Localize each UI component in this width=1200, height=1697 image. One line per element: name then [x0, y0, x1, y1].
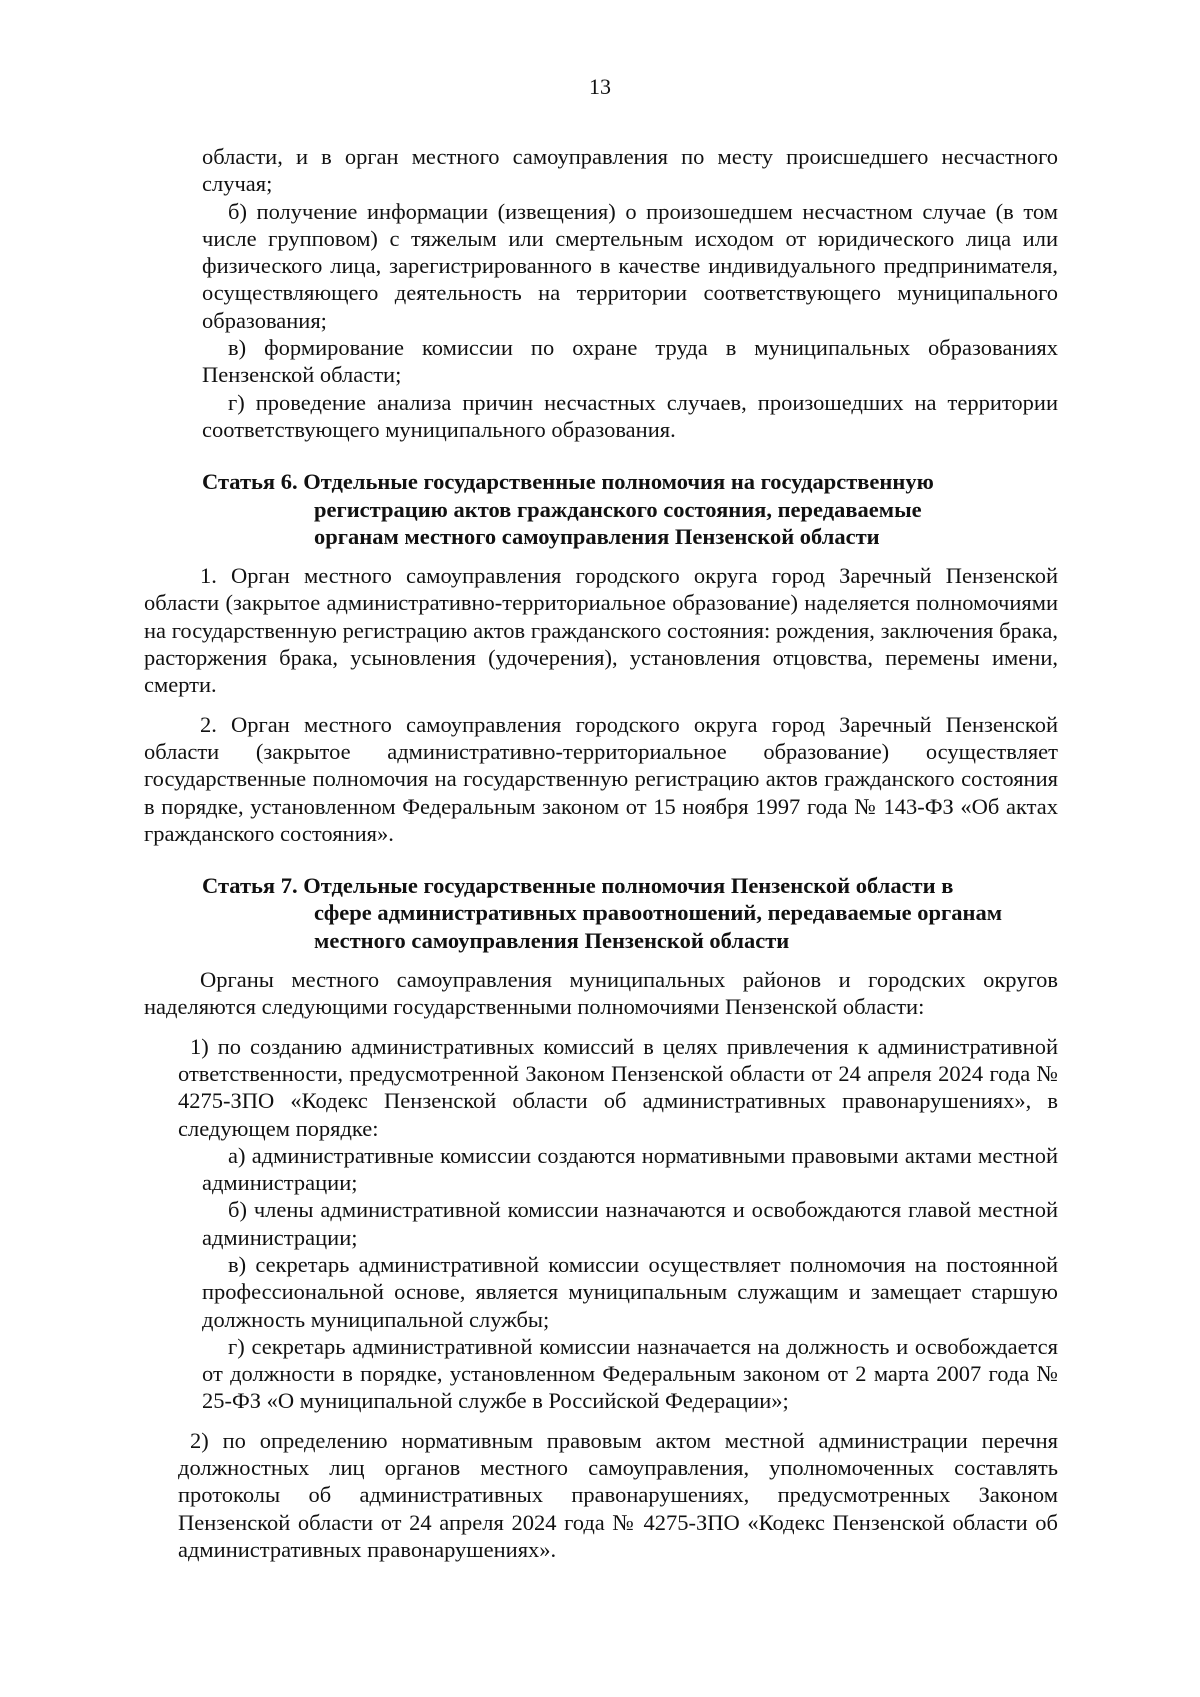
page-content: [144, 143, 1058, 1563]
subitem-g: г) проведение анализа причин несчастных случаев, произошедших на территории соответствующего муниципального образования.: [202, 389, 1058, 442]
article-7-subitem-a: а) административные комиссии создаются нормативными правовыми актами местной администрации;: [202, 1142, 1058, 1196]
article-7-heading-line2: сфере административных правоотношений, передаваемые органам: [314, 900, 1003, 926]
article-7-heading-line1: Статья 7. Отдельные государственные полномочия Пензенской области в: [202, 873, 954, 899]
article-7-heading-line3: местного самоуправления Пензенской области: [314, 927, 790, 953]
subitem-b: б) получение информации (извещения) о произошедшем несчастном случае (в том числе групповом) с тяжелым или смертельным исходом от юридического лица или физического лица, зарегистрированного в качестве индивидуального предпринимателя, осуществляющего деятельность на территории соответствующего муниципального образования;: [202, 198, 1058, 333]
article-7-item-2: 2) по определению нормативным правовым актом местной администрации перечня должностных лиц органов местного самоуправления, уполномоченных составлять протоколы об административных правонарушениях, предусмотренных Законом Пензенской области от 24 апреля 2024 года № 4275-ЗПО «Кодекс Пензенской области об административных правонарушениях».: [178, 1427, 1058, 1562]
article-6-heading-line3: органам местного самоуправления Пензенской области: [314, 523, 880, 549]
article-6-heading-line1: Статья 6. Отдельные государственные полномочия на государственную: [202, 469, 934, 495]
article-7-subitem-b: б) члены административной комиссии назначаются и освобождаются главой местной администрации;: [202, 1197, 1058, 1250]
article-7-subitem-v: в) секретарь административной комиссии осуществляет полномочия на постоянной профессиональной основе, является муниципальным служащим и замещает старшую должность муниципальной службы;: [202, 1251, 1058, 1332]
page-number: 13: [589, 74, 611, 99]
fragment-paragraph: области, и в орган местного самоуправления по месту происшедшего несчастного случая;: [202, 144, 1058, 197]
article-7-subitem-g: г) секретарь административной комиссии назначается на должность и освобождается от должности в порядке, установленном Федеральным законом от 2 марта 2007 года № 25-ФЗ «О муниципальной службе в Российской Федерации»;: [202, 1333, 1058, 1414]
article-6-paragraph-1: 1. Орган местного самоуправления городского округа город Заречный Пензенской области (закрытое административно-территориальное образование) наделяется полномочиями на государственную регистрацию актов гражданского состояния: рождения, заключения брака, расторжения брака, усыновления (удочерения), установления отцовства, перемены имени, смерти.: [144, 563, 1058, 698]
article-6-heading: [202, 468, 1058, 550]
article-6-paragraph-2: 2. Орган местного самоуправления городского округа город Заречный Пензенской области (закрытое административно-территориальное образование) осуществляет государственные полномочия на государственную регистрацию актов гражданского состояния в порядке, установленном Федеральным законом от 15 ноября 1997 года № 143-ФЗ «Об актах гражданского состояния».: [144, 711, 1058, 846]
article-7-intro: Органы местного самоуправления муниципальных районов и городских округов наделяются следующими государственными полномочиями Пензенской области:: [144, 967, 1058, 1020]
article-7-item-1: 1) по созданию административных комиссий в целях привлечения к административной ответственности, предусмотренной Законом Пензенской области от 24 апреля 2024 года № 4275-ЗПО «Кодекс Пензенской области об административных правонарушениях», в следующем порядке:: [178, 1033, 1058, 1141]
article-6-heading-line2: регистрацию актов гражданского состояния, передаваемые: [314, 496, 922, 522]
article-7-heading: [202, 872, 1058, 954]
subitem-v: в) формирование комиссии по охране труда в муниципальных образованиях Пензенской области;: [202, 335, 1058, 388]
